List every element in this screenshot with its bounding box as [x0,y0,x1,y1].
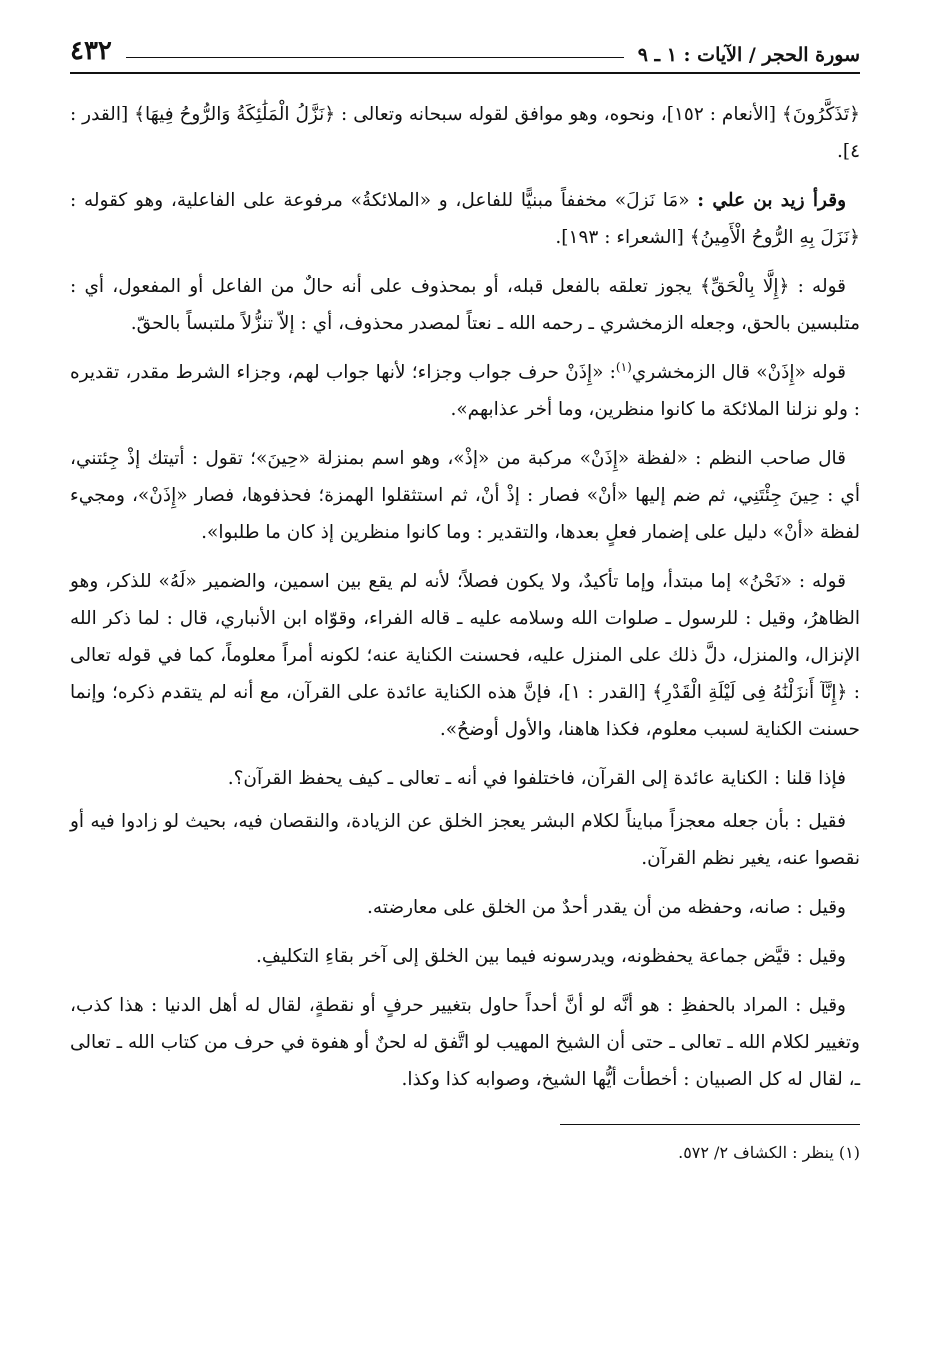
paragraph-1: ﴿تَذَكَّرُونَ﴾ [الأنعام : ١٥٢]، ونحوه، وهو موافق لقوله سبحانه وتعالى : ﴿نَزَّلُ الْمَلَٰئِكَةُ وَالرُّوحُ فِيهَا﴾ [القدر : ٤]. [70,104,860,162]
paragraph-idhan [70,354,860,428]
paragraph-10: وقيل : قيَّض جماعة يحفظونه، ويدرسونه فيما بين الخلق إلى آخر بقاءِ التكليفِ. [255,946,846,967]
running-title: سورة الحجر / الآيات : ١ ـ ٩ [637,44,860,66]
header-rule [126,57,624,58]
zayd-lead: وقرأ زيد بن علي : [697,190,847,211]
page-header [70,30,860,74]
zayd-rest: «مَا نَزلَ» مخففاً مبنيًّا للفاعل، و «الملائكةُ» مرفوعة على الفاعلية، وهو كقوله : ﴿نَزَلَ بِهِ الرُّوحُ الْأَمِينُ﴾ [الشعراء : ١٩٣]. [70,190,860,248]
footnote: (١) ينظر : الكشاف ٢/ ٥٧٢. [678,1143,860,1162]
paragraph-9: وقيل : صانه، وحفظه من أن يقدر أحدٌ من الخلق على معارضته. [367,897,846,918]
paragraph-zayd [70,182,860,256]
paragraph-5: قال صاحب النظم : «لفظة «إِذَنْ» مركبة من «إذْ»، وهو اسم بمنزلة «حِينَ»؛ تقول : أتيتك إذْ جِئتني، أي : حِينَ جِئْتَنِي، ثم ضم إليها «أنْ» فصار : إذْ أنْ، ثم استثقلوا الهمزة؛ فحذفوها، فصار «إِذَنْ»، ومجيء لفظة «أنْ» دليل على إضمار فعلٍ بعدها، والتقدير : وما كانوا منظرين إذ كان ما طلبوا». [70,448,860,543]
paragraph-6: قوله : «نَحْنُ» إما مبتدأ، وإما تأكيدٌ، ولا يكون فصلاً؛ لأنه لم يقع بين اسمين، والضمير «لَهُ» للذكر، وهو الظاهرُ، وقيل : للرسول ـ صلوات الله وسلامه عليه ـ قاله الفراء، وقوّاه ابن الأنباري، قال : لما ذكر الله الإنزال، والمنزل، دلَّ ذلك على المنزل عليه، فحسنت الكناية عنه؛ لكونه أمراً معلوماً، كما في قوله تعالى : ﴿إِنَّآ أَنزَلْنَٰهُ فِى لَيْلَةِ الْقَدْرِ﴾ [القدر : ١]، فإنَّ هذه الكناية عائدة على القرآن، مع أنه لم يتقدم ذكره؛ وإنما حسنت الكناية لسبب معلوم، فكذا هاهنا، والأول أوضحُ». [70,571,860,740]
idhan-before: قوله «إِذَنْ» قال الزمخشري [631,362,846,383]
paragraph-3: قوله : ﴿إِلَّا بِالْحَقِّ﴾ يجوز تعلقه بالفعل قبله، أو بمحذوف على أنه حالٌ من الفاعل أو المفعول، أي : متلبسين بالحق، وجعله الزمخشري ـ رحمه الله ـ نعتاً لمصدر محذوف، أي : إلاّ تنزُّلاً ملتبساً بالحقّ. [70,276,860,334]
book-page [70,30,860,1167]
paragraph-7: فإذا قلنا : الكناية عائدة إلى القرآن، فاختلفوا في أنه ـ تعالى ـ كيف يحفظ القرآن؟. [227,768,846,789]
paragraph-8: فقيل : بأن جعله معجزاً مبايناً لكلام البشر يعجز الخلق عن الزيادة، والنقصان فيه، بحيث لو زادوا فيه أو نقصوا عنه، يغير نظم القرآن. [70,811,860,869]
footnote-marker[interactable]: (١) [615,359,632,374]
footnote-separator [560,1124,860,1125]
paragraph-11: وقيل : المراد بالحفظِ : هو أنَّه لو أنَّ أحداً حاول بتغيير حرفٍ أو نقطةٍ، لقال له أهل الدنيا : هذا كذب، وتغيير لكلام الله ـ تعالى ـ حتى أن الشيخ المهيب لو اتَّفق له لحنٌ أو هفوة في حرف من كتاب الله ـ تعالى ـ، لقال له كل الصبيان : أخطأت أيُّها الشيخ، وصوابه كذا وكذا. [70,995,860,1090]
page-body [70,96,860,1098]
page-number: ٤٣٢ [70,36,112,66]
idhan-after: : «إِذَنْ حرف جواب وجزاء؛ لأنها جواب لهم، وجزاء الشرط مقدر، تقديره : ولو نزلنا الملائكة ما كانوا منظرين، وما أخر عذابهم». [70,362,860,420]
